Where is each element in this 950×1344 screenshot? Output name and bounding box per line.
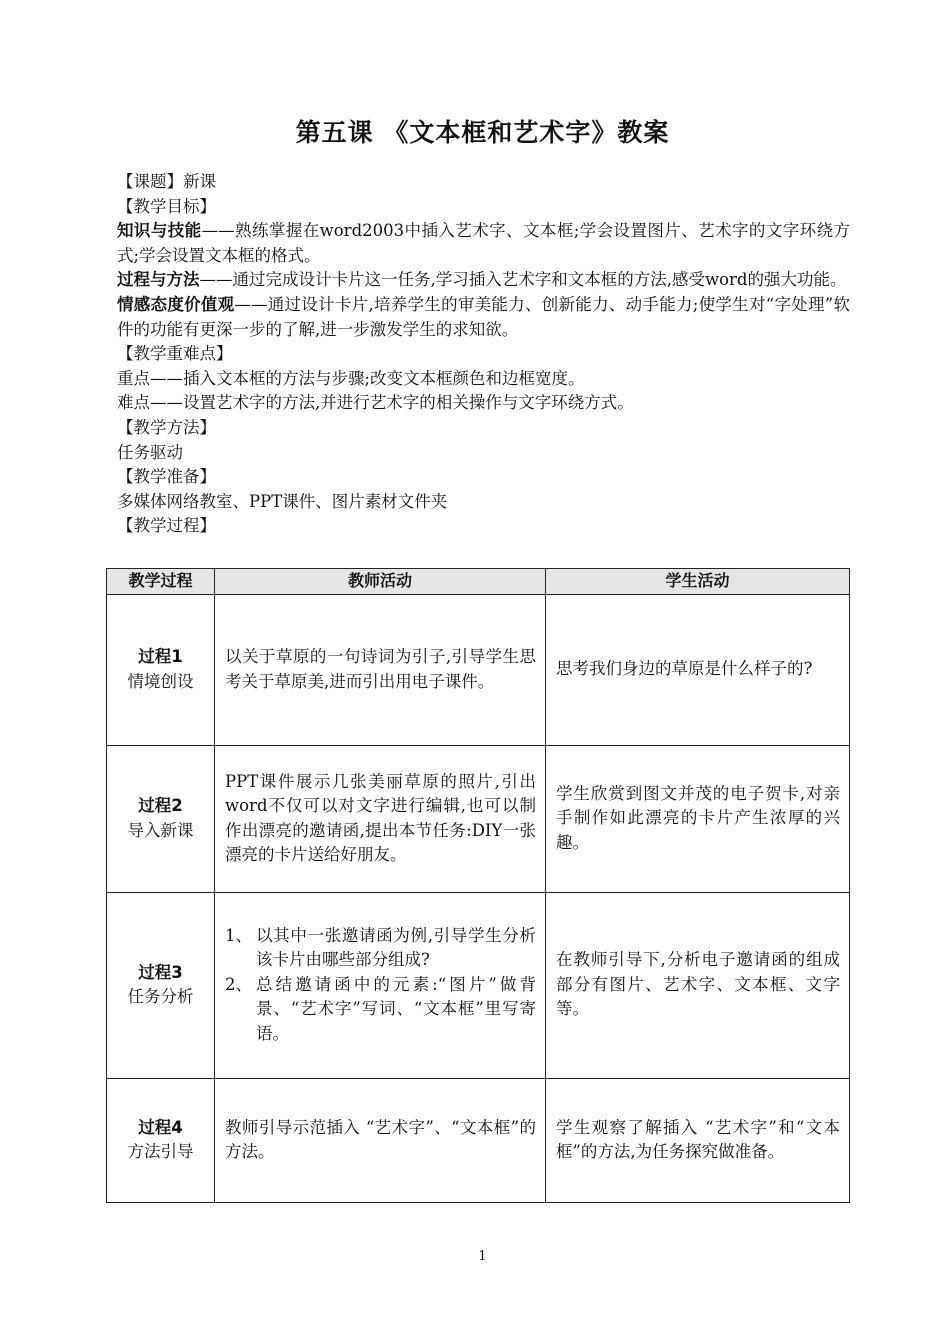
lesson-plan-body: [117, 170, 850, 539]
stage-cell: [107, 892, 215, 1078]
stage-name: 过程3: [138, 962, 183, 982]
objective-keyword: 过程与方法: [117, 270, 200, 290]
list-item: [225, 924, 536, 973]
objectives-heading: 【教学目标】: [117, 196, 216, 216]
stage-cell: [107, 745, 215, 892]
table-header-row: [107, 569, 850, 595]
step-number: 2、: [225, 974, 252, 994]
method-text: 任务驱动: [117, 442, 183, 462]
teacher-activity: PPT课件展示几张美丽草原的照片,引出word不仅可以对文字进行编辑,也可以制作出漂亮的邀请函,提出本节任务:DIY一张漂亮的卡片送给好朋友。: [215, 745, 546, 892]
step-number: 1、: [225, 925, 252, 945]
teacher-steps: [225, 924, 536, 1047]
column-header: 学生活动: [546, 569, 850, 595]
stage-name: 过程2: [138, 796, 183, 815]
page-number: 1: [478, 1249, 487, 1264]
objective-process: [117, 268, 850, 293]
key-point: 重点——插入文本框的方法与步骤;改变文本框颜色和边框宽度。: [117, 368, 585, 388]
stage-subtitle: 任务分析: [127, 987, 194, 1006]
topic-label: 【课题】: [117, 172, 183, 191]
table-row: [107, 594, 850, 745]
topic-line: [117, 170, 850, 195]
stage-subtitle: 情境创设: [127, 671, 194, 691]
step-text: 总结邀请函中的元素:“图片”做背景、“艺术字”写词、“文本框”里写寄语。: [256, 974, 536, 1043]
teacher-activity: 以关于草原的一句诗词为引子,引导学生思考关于草原美,进而引出用电子课件。: [215, 594, 546, 745]
teaching-process-table: [106, 568, 850, 1203]
list-item: [225, 973, 536, 1047]
student-activity: 在教师引导下,分析电子邀请函的组成部分有图片、艺术字、文本框、文字等。: [546, 892, 850, 1078]
objective-keyword: 情感态度价值观: [117, 294, 235, 314]
teacher-activity: [215, 892, 546, 1078]
difficulty-heading: 【教学重难点】: [117, 344, 233, 364]
objective-text: ——通过设计卡片,培养学生的审美能力、创新能力、动手能力;使学生对“字处理”软件的功能有更深一步的了解,进一步激发学生的求知欲。: [117, 294, 850, 339]
column-header: 教学过程: [107, 569, 215, 595]
objective-attitude: [117, 293, 850, 342]
prep-heading: 【教学准备】: [117, 467, 216, 487]
table-row: [107, 745, 850, 892]
step-text: 以其中一张邀请函为例,引导学生分析该卡片由哪些部分组成?: [256, 925, 536, 970]
stage-name: 过程1: [138, 647, 183, 666]
method-heading: 【教学方法】: [117, 417, 216, 437]
prep-text: 多媒体网络教室、PPT课件、图片素材文件夹: [117, 491, 448, 511]
process-heading: 【教学过程】: [117, 516, 216, 536]
column-header: 教师活动: [215, 569, 546, 595]
stage-subtitle: 导入新课: [127, 820, 194, 840]
teacher-activity: 教师引导示范插入 “艺术字”、“文本框”的方法。: [215, 1078, 546, 1202]
stage-cell: [107, 1078, 215, 1202]
objective-keyword: 知识与技能: [117, 221, 202, 241]
difficult-point: 难点——设置艺术字的方法,并进行艺术字的相关操作与文字环绕方式。: [117, 393, 634, 413]
page-title: 第五课 《文本框和艺术字》教案: [295, 118, 670, 147]
stage-cell: [107, 594, 215, 745]
student-activity: 思考我们身边的草原是什么样子的?: [546, 594, 850, 745]
student-activity: 学生观察了解插入 “艺术字”和“文本框”的方法,为任务探究做准备。: [546, 1078, 850, 1202]
stage-name: 过程4: [138, 1117, 183, 1137]
objective-text: ——熟练掌握在word2003中插入艺术字、文本框;学会设置图片、艺术字的文字环绕方式;学会设置文本框的格式。: [117, 221, 851, 265]
student-activity: 学生欣赏到图文并茂的电子贺卡,对亲手制作如此漂亮的卡片产生浓厚的兴趣。: [546, 745, 850, 892]
objective-knowledge: [117, 219, 850, 268]
table-row: [107, 1078, 850, 1202]
topic-value: 新课: [183, 172, 216, 191]
objective-text: ——通过完成设计卡片这一任务,学习插入艺术字和文本框的方法,感受word的强大功能。: [199, 270, 847, 290]
table-row: [107, 892, 850, 1078]
stage-subtitle: 方法引导: [127, 1142, 194, 1161]
